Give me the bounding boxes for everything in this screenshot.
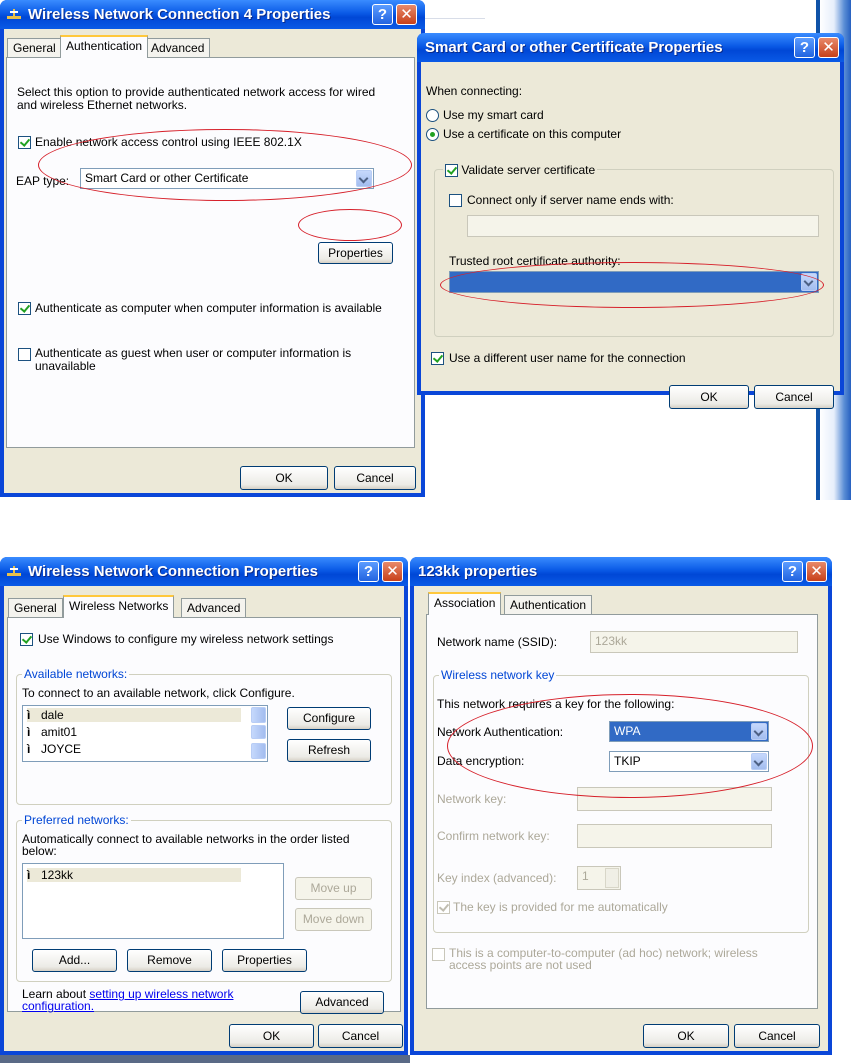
- dialog-client: [4, 29, 421, 493]
- ok-button[interactable]: OK: [669, 385, 749, 409]
- key-index-value: 1: [582, 869, 589, 883]
- trusted-root-dropdown[interactable]: [449, 271, 819, 293]
- validate-server-label: Validate server certificate: [461, 163, 596, 177]
- properties-button[interactable]: Properties: [318, 242, 393, 264]
- add-button[interactable]: Add...: [32, 949, 117, 972]
- title-bar[interactable]: [417, 33, 844, 62]
- network-name: dale: [41, 708, 64, 722]
- wireless-key-legend: Wireless network key: [441, 668, 555, 682]
- network-name: amit01: [41, 725, 78, 739]
- list-item[interactable]: [27, 868, 241, 882]
- use-windows-label: Use Windows to configure my wireless network settings: [38, 632, 334, 646]
- remove-button[interactable]: Remove: [127, 949, 212, 972]
- eap-type-value: Smart Card or other Certificate: [85, 171, 249, 185]
- eap-type-dropdown[interactable]: [80, 168, 374, 189]
- different-user-label: Use a different user name for the connection: [449, 351, 686, 365]
- close-button[interactable]: ✕: [382, 561, 403, 582]
- properties-button[interactable]: Properties: [222, 949, 307, 972]
- help-button[interactable]: ?: [372, 4, 393, 25]
- help-button[interactable]: ?: [782, 561, 803, 582]
- tab-panel: [6, 57, 415, 448]
- key-provided-label: The key is provided for me automatically: [453, 900, 668, 914]
- dialog-client: [421, 62, 840, 404]
- ok-button[interactable]: OK: [240, 466, 328, 490]
- preferred-networks-text: Automatically connect to available networks in the order listed below:: [22, 832, 350, 858]
- wireless-connection-4-properties-dialog: [0, 0, 425, 497]
- smart-card-certificate-properties-dialog: [417, 33, 844, 404]
- help-button[interactable]: ?: [358, 561, 379, 582]
- adhoc-checkbox[interactable]: [432, 948, 445, 961]
- tab-panel: [426, 614, 818, 1009]
- different-user-checkbox[interactable]: [431, 352, 444, 365]
- use-windows-checkbox[interactable]: [20, 633, 33, 646]
- ssid-field[interactable]: [590, 631, 798, 653]
- connect-only-label: Connect only if server name ends with:: [467, 193, 674, 207]
- ok-button[interactable]: OK: [229, 1024, 314, 1048]
- preferred-networks-list[interactable]: [22, 863, 284, 939]
- chevron-down-icon[interactable]: [751, 753, 767, 770]
- key-provided-checkbox[interactable]: [437, 901, 450, 914]
- tab-wireless-networks[interactable]: Wireless Networks: [63, 595, 174, 618]
- enable-8021x-label: Enable network access control using IEEE 802.1X: [35, 135, 302, 149]
- list-item[interactable]: [27, 708, 241, 722]
- close-button[interactable]: ✕: [806, 561, 827, 582]
- data-encryption-dropdown[interactable]: [609, 751, 769, 772]
- dialog-client: [4, 586, 404, 1051]
- requires-key-text: This network requires a key for the following:: [437, 697, 675, 711]
- close-button[interactable]: ✕: [396, 4, 417, 25]
- chevron-down-icon[interactable]: [751, 723, 767, 740]
- confirm-key-field[interactable]: [577, 824, 772, 848]
- network-name: JOYCE: [41, 742, 82, 756]
- cancel-button[interactable]: Cancel: [754, 385, 834, 409]
- network-icon: [6, 7, 22, 21]
- learn-about-text: [22, 988, 272, 1012]
- spinner-arrows[interactable]: [605, 868, 619, 888]
- window-title: Wireless Network Connection Properties: [28, 563, 318, 580]
- tab-general[interactable]: General: [7, 38, 62, 58]
- confirm-key-label: Confirm network key:: [437, 829, 550, 843]
- auth-as-guest-checkbox[interactable]: [18, 348, 31, 361]
- tab-authentication[interactable]: Authentication: [504, 595, 592, 615]
- available-networks-text: To connect to an available network, click Configure.: [22, 686, 295, 700]
- title-bar[interactable]: [410, 557, 832, 586]
- data-encryption-label: Data encryption:: [437, 754, 525, 768]
- adhoc-label: This is a computer-to-computer (ad hoc) network; wireless access points are not used: [449, 946, 758, 972]
- description-text: Select this option to provide authenticated network access for wired and wireless Ethernet networks.: [17, 85, 376, 112]
- title-bar[interactable]: [0, 557, 408, 586]
- list-item[interactable]: [27, 742, 81, 756]
- trusted-root-label: Trusted root certificate authority:: [449, 254, 621, 268]
- chevron-down-icon[interactable]: [801, 273, 817, 291]
- ssid-value: 123kk: [595, 634, 628, 648]
- move-up-button[interactable]: Move up: [295, 877, 372, 900]
- network-key-label: Network key:: [437, 792, 507, 806]
- scroll-up-button[interactable]: [251, 707, 266, 723]
- auth-as-guest-label: Authenticate as guest when user or computer information is unavailable: [35, 346, 352, 373]
- window-title: 123kk properties: [418, 563, 538, 580]
- cancel-button[interactable]: Cancel: [334, 466, 416, 490]
- scroll-thumb[interactable]: [251, 725, 266, 739]
- scroll-down-button[interactable]: [251, 743, 266, 759]
- validate-server-checkbox[interactable]: [445, 164, 458, 177]
- key-index-spinner[interactable]: [577, 866, 621, 890]
- tab-association[interactable]: Association: [428, 592, 501, 615]
- available-networks-list[interactable]: [22, 705, 268, 762]
- auth-as-computer-checkbox[interactable]: [18, 302, 31, 315]
- validate-server-legend: [443, 163, 597, 177]
- data-encryption-value: TKIP: [614, 754, 641, 768]
- network-auth-dropdown[interactable]: [609, 721, 769, 742]
- cancel-button[interactable]: Cancel: [318, 1024, 403, 1048]
- connect-only-checkbox[interactable]: [449, 194, 462, 207]
- refresh-button[interactable]: Refresh: [287, 739, 371, 762]
- network-auth-label: Network Authentication:: [437, 725, 564, 739]
- chevron-down-icon[interactable]: [356, 170, 372, 187]
- tab-panel: [7, 617, 401, 1012]
- window-title: Wireless Network Connection 4 Properties: [28, 6, 331, 23]
- server-name-field[interactable]: [467, 215, 819, 237]
- close-button[interactable]: ✕: [818, 37, 839, 58]
- tab-advanced[interactable]: Advanced: [181, 598, 246, 618]
- antenna-icon: ì: [27, 725, 31, 739]
- help-button[interactable]: ?: [794, 37, 815, 58]
- antenna-icon: ì: [27, 868, 31, 882]
- auth-as-computer-label: Authenticate as computer when computer information is available: [35, 301, 382, 315]
- antenna-icon: ì: [27, 742, 31, 756]
- background-bottom-strip: [0, 1055, 410, 1063]
- configure-button[interactable]: Configure: [287, 707, 371, 730]
- use-certificate-label: Use a certificate on this computer: [443, 127, 622, 141]
- available-networks-legend: Available networks:: [24, 667, 128, 681]
- setup-wireless-link[interactable]: setting up wireless network configuration.: [22, 987, 234, 1013]
- eap-type-label: EAP type:: [16, 174, 70, 188]
- cancel-button[interactable]: Cancel: [734, 1024, 820, 1048]
- use-certificate-radio[interactable]: [426, 128, 439, 141]
- when-connecting-label: When connecting:: [426, 84, 523, 98]
- tab-general[interactable]: General: [8, 598, 63, 618]
- window-title: Smart Card or other Certificate Properties: [425, 39, 723, 56]
- tab-authentication[interactable]: Authentication: [60, 35, 148, 58]
- network-key-field[interactable]: [577, 787, 772, 811]
- network-123kk-properties-dialog: [410, 557, 832, 1055]
- background-window-edge: [425, 18, 485, 19]
- title-bar[interactable]: [0, 0, 425, 29]
- ok-button[interactable]: OK: [643, 1024, 729, 1048]
- learn-about-prefix: Learn about: [22, 987, 90, 1001]
- use-smart-card-label: Use my smart card: [443, 108, 544, 122]
- antenna-icon: ì: [27, 708, 31, 722]
- network-name: 123kk: [41, 868, 74, 882]
- dialog-client: [414, 586, 828, 1051]
- network-auth-value: WPA: [614, 724, 641, 738]
- use-smart-card-radio[interactable]: [426, 109, 439, 122]
- enable-8021x-checkbox[interactable]: [18, 136, 31, 149]
- move-down-button[interactable]: Move down: [295, 908, 372, 931]
- list-item[interactable]: [27, 725, 77, 739]
- advanced-button[interactable]: Advanced: [300, 991, 384, 1014]
- key-index-label: Key index (advanced):: [437, 871, 557, 885]
- network-icon: [6, 564, 22, 578]
- ssid-label: Network name (SSID):: [437, 635, 558, 649]
- wireless-connection-properties-dialog: [0, 557, 408, 1055]
- preferred-networks-legend: Preferred networks:: [24, 813, 129, 827]
- tab-advanced[interactable]: Advanced: [145, 38, 210, 58]
